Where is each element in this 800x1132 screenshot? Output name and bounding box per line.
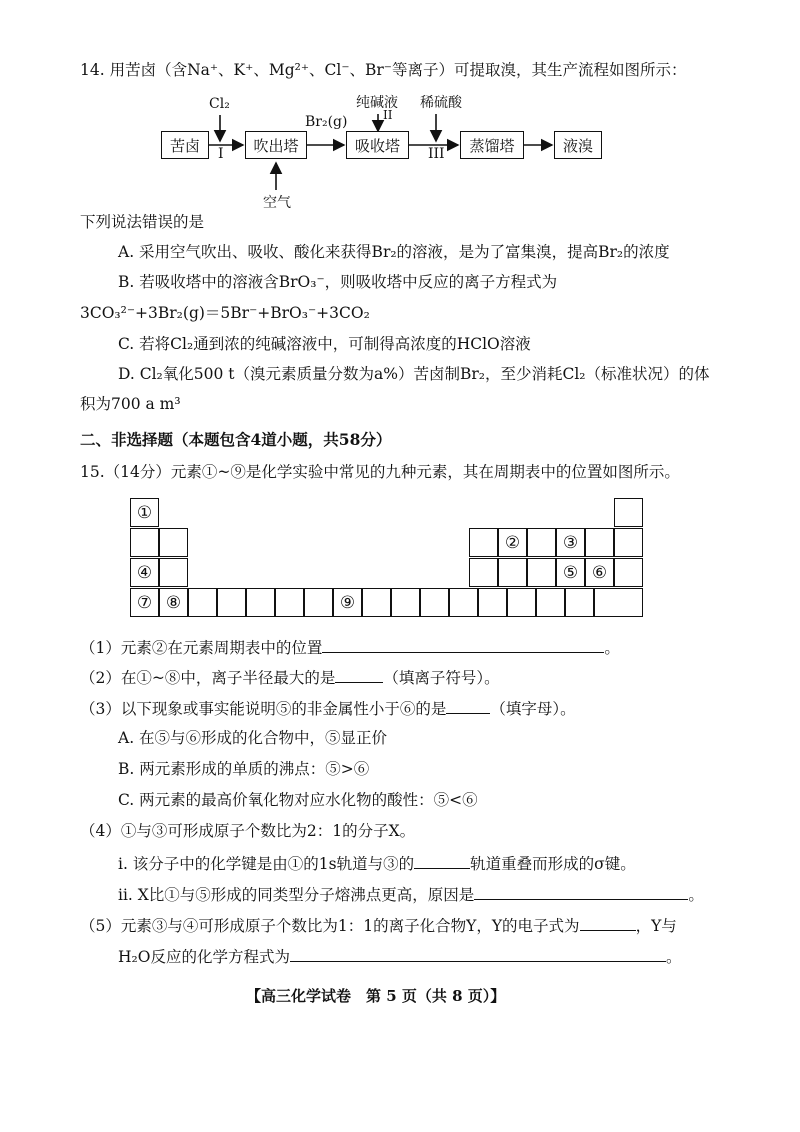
q15-part2-text: （2）在①~⑧中，离子半径最大的是	[80, 669, 336, 687]
pt-cell	[362, 588, 391, 617]
q15-part5-mid: ，Y与	[635, 917, 677, 935]
q14-option-b-equation: 3CO₃²⁻+3Br₂(g)＝5Br⁻+BrO₃⁻+3CO₂	[80, 304, 370, 322]
q15-part4-i-answer-blank[interactable]	[414, 852, 470, 869]
pt-cell	[159, 528, 188, 557]
label-step-2: II	[383, 108, 393, 122]
q15-stem: 15.（14分）元素①~⑨是化学实验中常见的九种元素，其在周期表中的位置如图所示。	[80, 463, 680, 481]
pt-cell: ⑤	[556, 558, 585, 587]
q14-option-c: C. 若将Cl₂通到浓的纯碱溶液中，可制得高浓度的HClO溶液	[118, 335, 531, 353]
q15-part2	[80, 666, 500, 688]
pt-cell: ⑧	[159, 588, 188, 617]
q15-part2-tail: （填离子符号）。	[383, 669, 500, 687]
pt-cell	[478, 588, 507, 617]
pt-cell	[614, 558, 643, 587]
q15-part3-option-a: A. 在⑤与⑥形成的化合物中，⑤显正价	[118, 729, 388, 747]
flow-box-blowout-tower: 吹出塔	[245, 131, 307, 159]
q15-part2-answer-blank[interactable]	[335, 666, 383, 683]
pt-cell	[565, 588, 594, 617]
q14-option-a: A. 采用空气吹出、吸收、酸化来获得Br₂的溶液，是为了富集溴，提高Br₂的浓度	[118, 243, 670, 261]
pt-cell	[614, 528, 643, 557]
q15-part4-i-tail: 轨道重叠而形成的σ键。	[470, 855, 636, 873]
pt-cell	[420, 588, 449, 617]
pt-cell	[246, 588, 275, 617]
pt-cell: ⑥	[585, 558, 614, 587]
flow-box-absorption-tower: 吸收塔	[346, 131, 409, 159]
q15-part1-answer-blank[interactable]	[322, 636, 604, 653]
label-step-3: III	[428, 146, 445, 162]
q15-part3-option-b: B. 两元素形成的单质的沸点：⑤>⑥	[118, 760, 370, 778]
pt-cell: ③	[556, 528, 585, 557]
q15-part5-electron-formula-blank[interactable]	[580, 914, 636, 931]
page-footer: 【高三化学试卷 第 5 页（共 8 页）】	[246, 987, 506, 1005]
q15-part5-line2	[118, 945, 681, 967]
pt-cell	[614, 498, 643, 527]
q15-part4-i	[118, 852, 636, 874]
q15-part4-ii-text: ⅱ. X比①与⑤形成的同类型分子熔沸点更高，原因是	[118, 886, 475, 904]
q15-part4-ii-end: 。	[688, 886, 704, 904]
label-air: 空气	[263, 195, 291, 211]
q15-part3-text: （3）以下现象或事实能说明⑤的非金属性小于⑥的是	[80, 700, 447, 718]
q15-part1-text: （1）元素②在元素周期表中的位置	[80, 639, 323, 657]
pt-cell	[188, 588, 217, 617]
q14-option-b: B. 若吸收塔中的溶液含BrO₃⁻，则吸收塔中反应的离子方程式为	[118, 273, 558, 291]
label-step-1: I	[218, 146, 224, 162]
label-br2-gas: Br₂(g)	[305, 114, 348, 130]
label-cl2: Cl₂	[209, 96, 230, 112]
pt-cell	[304, 588, 333, 617]
pt-cell: ①	[130, 498, 159, 527]
pt-cell: ②	[498, 528, 527, 557]
flow-box-distillation-tower: 蒸馏塔	[460, 131, 524, 159]
q15-part5-text: （5）元素③与④可形成原子个数比为1：1的离子化合物Y，Y的电子式为	[80, 917, 580, 935]
pt-cell	[527, 528, 556, 557]
q15-part4-ii	[118, 883, 704, 905]
q15-part5-line2-text: H₂O反应的化学方程式为	[118, 948, 290, 966]
q15-part5	[80, 914, 677, 936]
q15-part3	[80, 697, 576, 719]
pt-cell: ⑨	[333, 588, 362, 617]
pt-cell: ④	[130, 558, 159, 587]
q14-option-d-line2: 积为700 a m³	[80, 395, 181, 413]
flow-box-liquid-bromine: 液溴	[554, 131, 602, 159]
pt-cell	[449, 588, 478, 617]
label-soda-solution: 纯碱液	[356, 95, 398, 111]
q15-part4-ii-answer-blank[interactable]	[474, 883, 688, 900]
q15-part3-tail: （填字母）。	[490, 700, 576, 718]
flow-arrows	[0, 0, 800, 220]
pt-cell	[498, 558, 527, 587]
pt-cell	[275, 588, 304, 617]
q15-part5-end: 。	[665, 948, 682, 966]
pt-cell	[159, 558, 188, 587]
q14-option-d-line1: D. Cl₂氧化500 t（溴元素质量分数为a%）苦卤制Br₂，至少消耗Cl₂（标准状况）的体	[118, 365, 710, 383]
q15-part1	[80, 636, 620, 658]
pt-cell	[594, 588, 643, 617]
pt-cell	[469, 558, 498, 587]
q15-part1-end: 。	[604, 639, 620, 657]
q14-stem: 14. 用苦卤（含Na⁺、K⁺、Mg²⁺、Cl⁻、Br⁻等离子）可提取溴，其生产流程如图所示：	[80, 61, 687, 79]
pt-cell: ⑦	[130, 588, 159, 617]
pt-cell	[507, 588, 536, 617]
pt-cell	[536, 588, 565, 617]
section-2-heading: 二、非选择题（本题包含4道小题，共58分）	[80, 430, 392, 449]
pt-cell	[585, 528, 614, 557]
pt-cell	[130, 528, 159, 557]
pt-cell	[391, 588, 420, 617]
pt-cell	[469, 528, 498, 557]
q15-part5-equation-blank[interactable]	[290, 945, 666, 962]
flow-box-bittern: 苦卤	[161, 131, 209, 159]
q15-part3-answer-blank[interactable]	[446, 697, 490, 714]
q15-part4-i-text: ⅰ. 该分子中的化学键是由①的1s轨道与③的	[118, 855, 415, 873]
label-dilute-sulfuric-acid: 稀硫酸	[420, 95, 462, 111]
q14-prompt: 下列说法错误的是	[80, 213, 205, 231]
q15-part3-option-c: C. 两元素的最高价氧化物对应水化物的酸性：⑤<⑥	[118, 791, 478, 809]
q15-part4: （4）①与③可形成原子个数比为2：1的分子X。	[80, 822, 416, 840]
pt-cell	[527, 558, 556, 587]
pt-cell	[217, 588, 246, 617]
